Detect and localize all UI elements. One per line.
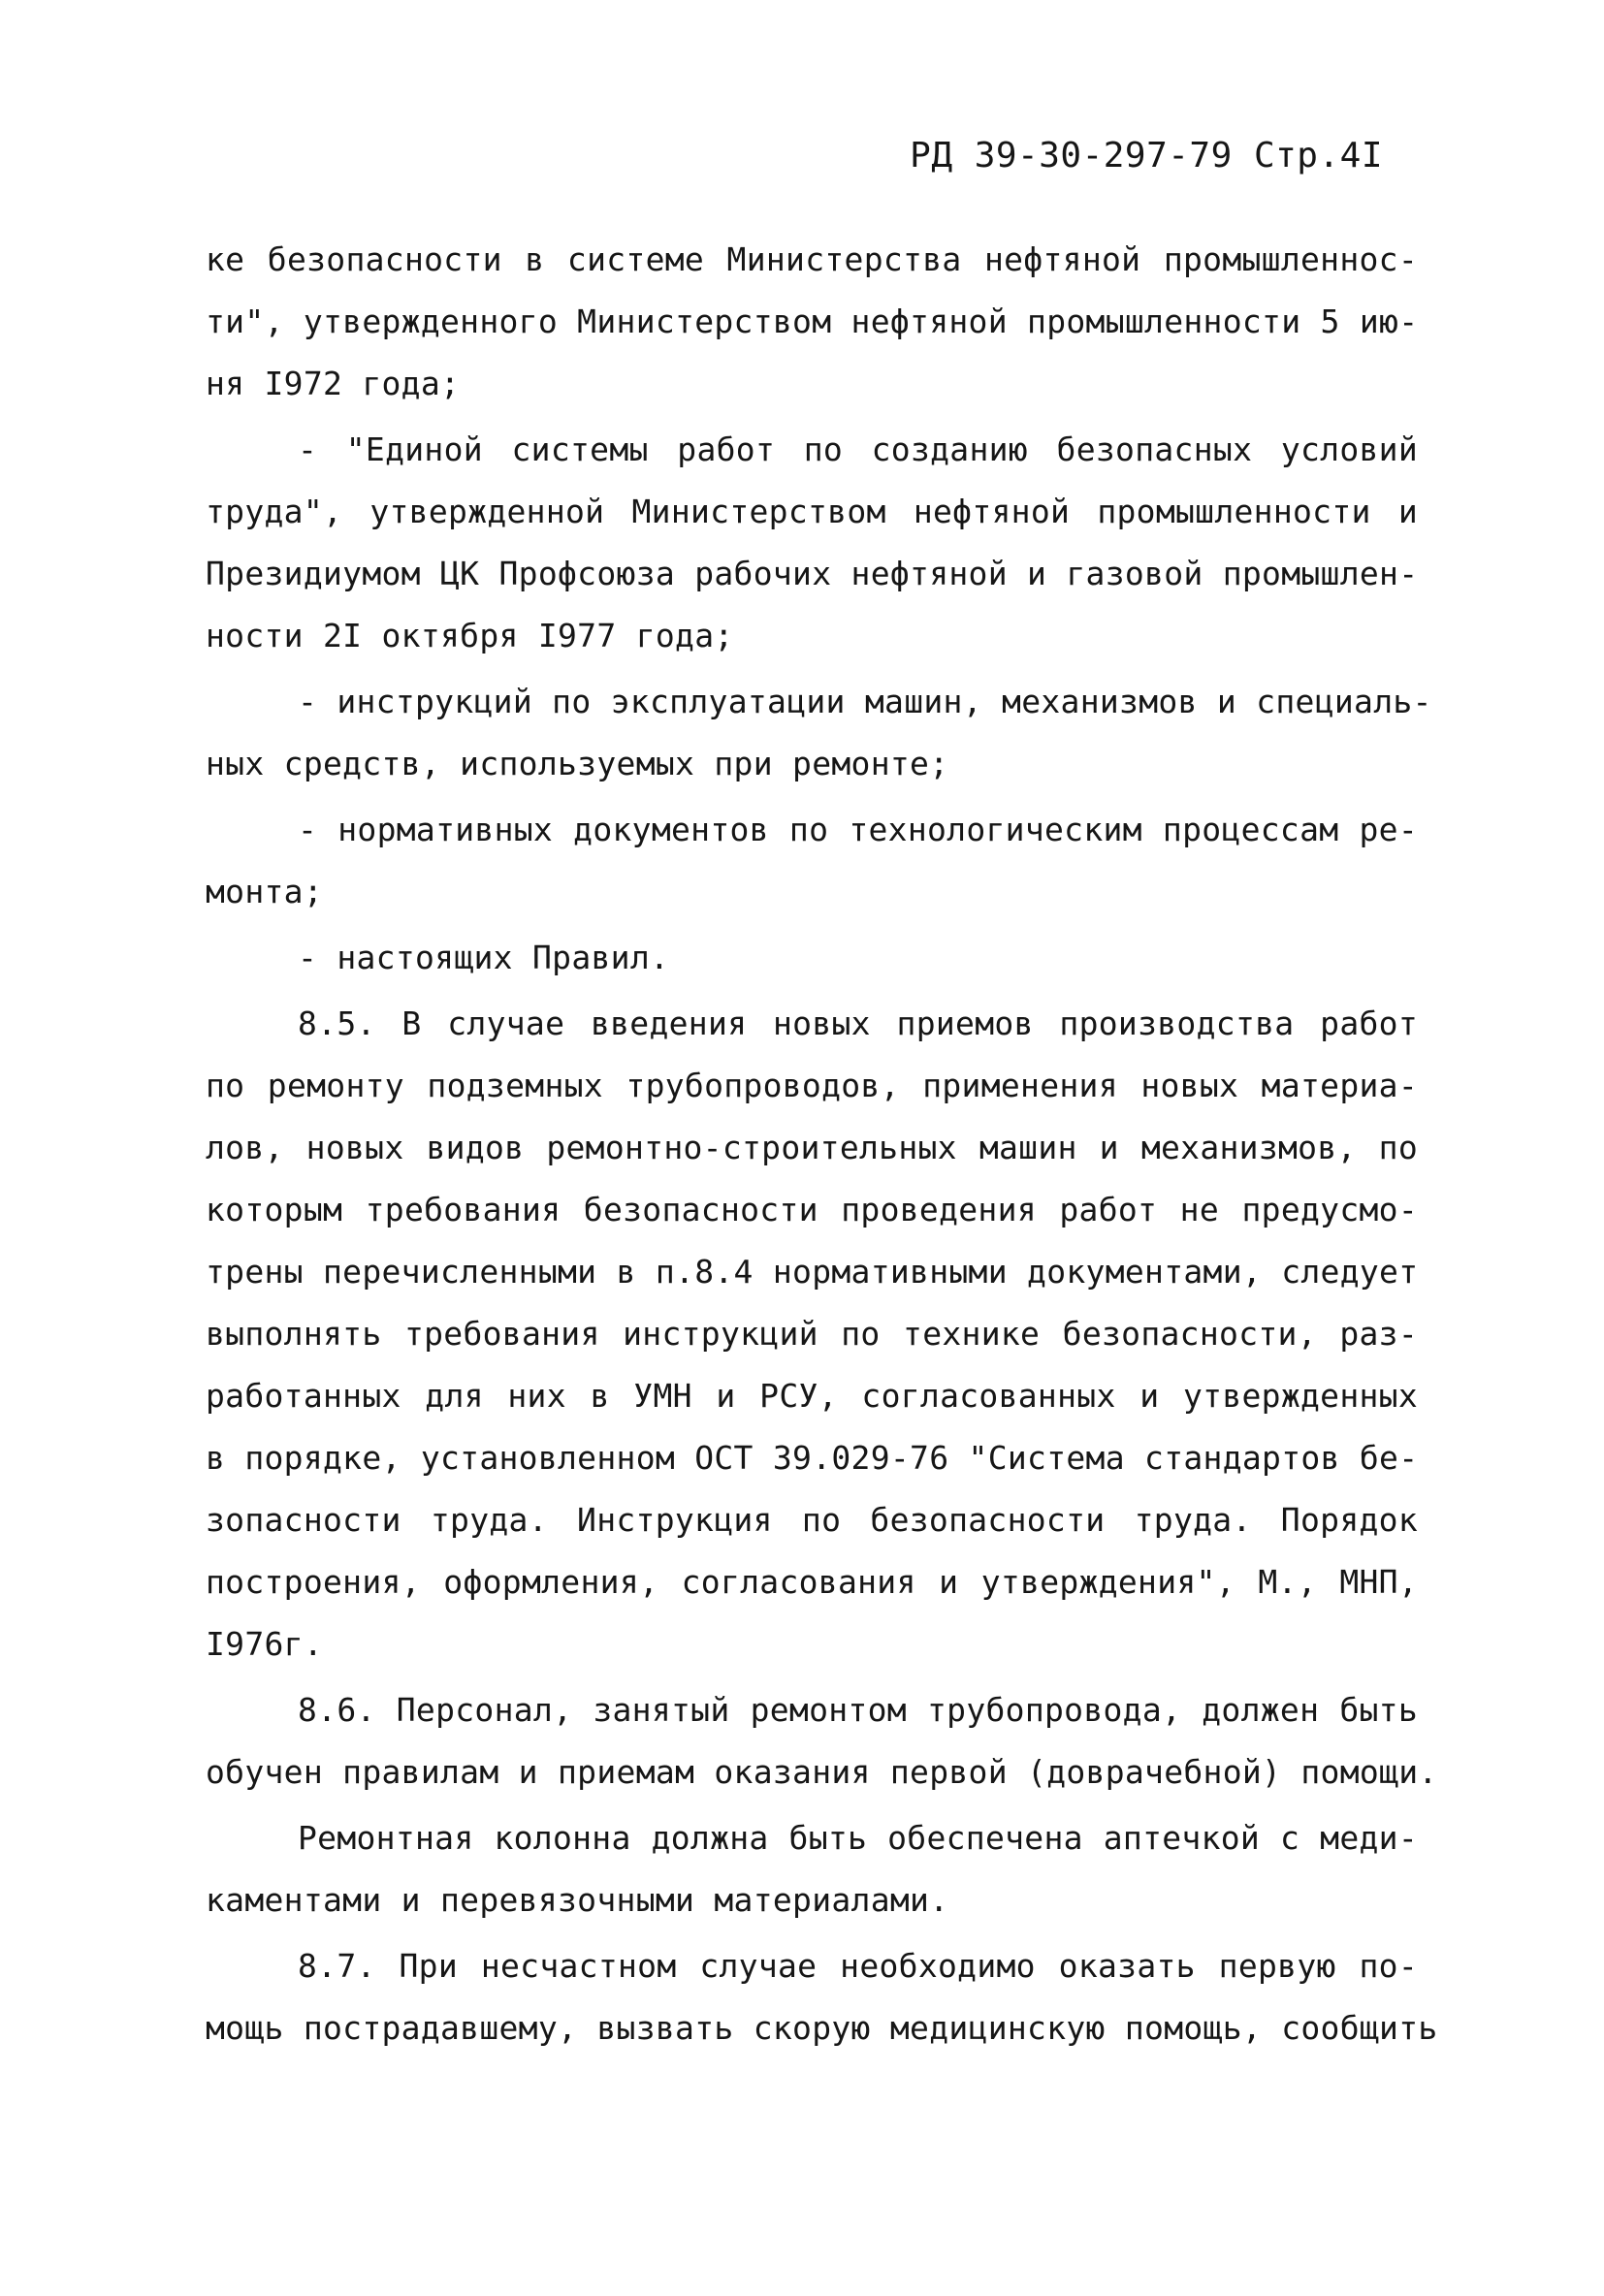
- text-line: - настоящих Правил.: [298, 939, 670, 976]
- text-line: в порядке, установленном ОСТ 39.029-76 "Система стандартов бе-: [206, 1439, 1419, 1477]
- text-line: мощь пострадавшему, вызвать скорую медицинскую помощь, сообщить: [206, 2009, 1438, 2047]
- text-line: Ремонтная колонна должна быть обеспечена аптечкой с меди-: [298, 1819, 1418, 1857]
- text-line: 8.6. Персонал, занятый ремонтом трубопровода, должен быть: [298, 1691, 1418, 1729]
- page-header-doc-ref: РД 39-30-297-79 Стр.4I: [910, 136, 1383, 175]
- text-line: ных средств, используемых при ремонте;: [206, 745, 949, 782]
- text-line: 8.5. В случае введения новых приемов производства работ: [298, 1004, 1418, 1042]
- text-line: трены перечисленными в п.8.4 нормативными документами, следует: [206, 1253, 1419, 1291]
- text-line: ти", утвержденного Министерством нефтяной промышленности 5 ию-: [206, 303, 1419, 340]
- body-text: [206, 229, 1438, 2059]
- text-line: I976г.: [206, 1625, 324, 1663]
- text-line: труда", утвержденной Министерством нефтяной промышленности и: [206, 493, 1418, 530]
- text-line: 8.7. При несчастном случае необходимо оказать первую по-: [298, 1947, 1418, 1985]
- text-line: зопасности труда. Инструкция по безопасности труда. Порядок: [206, 1501, 1418, 1539]
- text-line: - нормативных документов по технологическим процессам ре-: [298, 811, 1418, 848]
- text-line: выполнять требования инструкций по технике безопасности, раз-: [206, 1315, 1418, 1353]
- text-line: ня I972 года;: [206, 365, 461, 402]
- text-line: обучен правилам и приемам оказания первой (доврачебной) помощи.: [206, 1753, 1438, 1791]
- text-line: работанных для них в УМН и РСУ, согласованных и утвержденных: [206, 1377, 1418, 1415]
- text-line: каментами и перевязочными материалами.: [206, 1881, 949, 1919]
- text-line: - инструкций по эксплуатации машин, механизмов и специаль-: [298, 683, 1432, 720]
- text-line: монта;: [206, 873, 324, 910]
- text-line: ности 2I октября I977 года;: [206, 617, 734, 654]
- text-line: построения, оформления, согласования и утверждения", М., МНП,: [206, 1563, 1418, 1601]
- text-line: ке безопасности в системе Министерства нефтяной промышленнос-: [206, 240, 1418, 278]
- text-line: по ремонту подземных трубопроводов, применения новых материа-: [206, 1067, 1418, 1104]
- text-line: - "Единой системы работ по созданию безопасных условий: [298, 430, 1418, 468]
- text-line: которым требования безопасности проведения работ не предусмо-: [206, 1191, 1418, 1228]
- text-line: Президиумом ЦК Профсоюза рабочих нефтяной и газовой промышлен-: [206, 555, 1419, 592]
- text-line: лов, новых видов ремонтно-строительных машин и механизмов, по: [206, 1129, 1418, 1166]
